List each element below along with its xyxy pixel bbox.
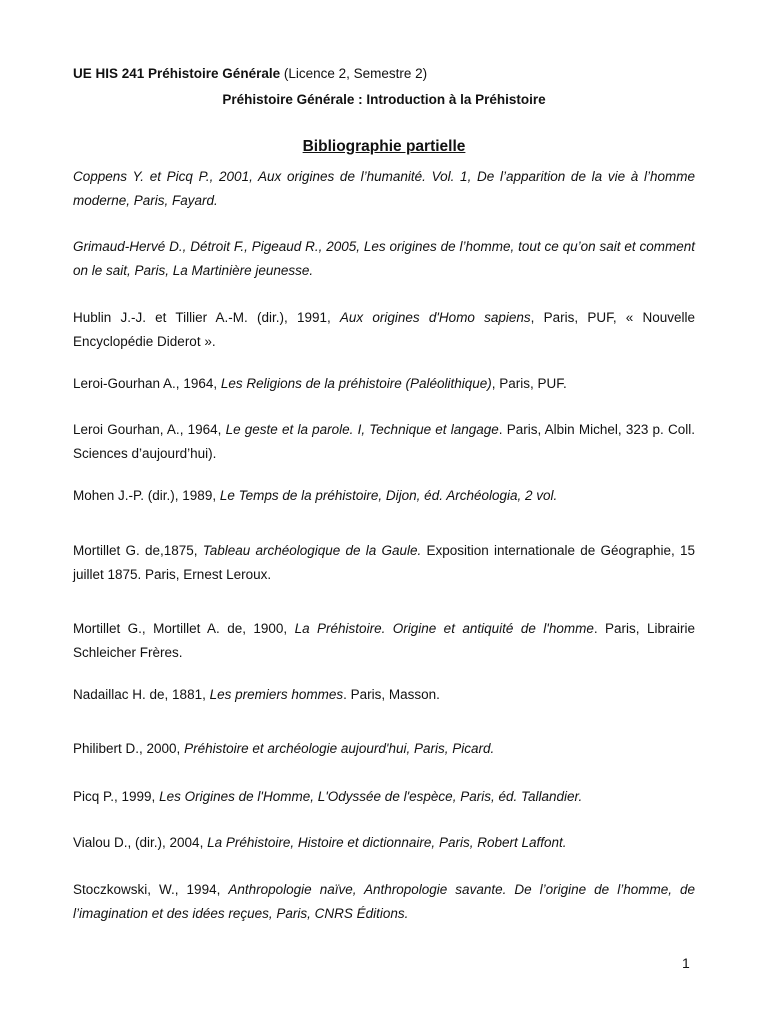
bibliography-entry: Leroi Gourhan, A., 1964, Le geste et la parole. I, Technique et langage. Paris, Albin Michel, 323 p. Coll. Sciences d’aujourd’hui). <box>73 422 695 461</box>
page-number: 1 <box>682 955 690 971</box>
course-heading <box>73 66 427 81</box>
bibliography-entry: Vialou D., (dir.), 2004, La Préhistoire, Histoire et dictionnaire, Paris, Robert Laffont. <box>73 835 567 850</box>
course-detail: (Licence 2, Semestre 2) <box>280 66 428 81</box>
bibliography-entry: Coppens Y. et Picq P., 2001, Aux origines de l’humanité. Vol. 1, De l’apparition de la vie à l’homme moderne, Paris, Fayard. <box>73 169 695 208</box>
bibliography-entry: Philibert D., 2000, Préhistoire et archéologie aujourd'hui, Paris, Picard. <box>73 741 495 756</box>
bibliography-entry: Mortillet G. de,1875, Tableau archéologique de la Gaule. Exposition internationale de Géographie, 15 juillet 1875. Paris, Ernest Leroux. <box>73 543 696 582</box>
bibliography-entry: Hublin J.-J. et Tillier A.-M. (dir.), 1991, Aux origines d'Homo sapiens, Paris, PUF, « Nouvelle Encyclopédie Diderot ». <box>73 310 695 349</box>
bibliography-entry: Stoczkowski, W., 1994, Anthropologie naïve, Anthropologie savante. De l’origine de l’homme, de l’imagination et des idées reçues, Paris, CNRS Éditions. <box>73 882 695 921</box>
bibliography-title: Bibliographie partielle <box>302 138 466 155</box>
bibliography-entry: Picq P., 1999, Les Origines de l'Homme, L'Odyssée de l'espèce, Paris, éd. Tallandier. <box>73 789 583 804</box>
bibliography-entry: Mohen J.-P. (dir.), 1989, Le Temps de la préhistoire, Dijon, éd. Archéologia, 2 vol. <box>73 488 558 503</box>
bibliography-entry: Grimaud-Hervé D., Détroit F., Pigeaud R., 2005, Les origines de l’homme, tout ce qu’on sait et comment on le sait, Paris, La Martinière jeunesse. <box>73 239 695 278</box>
bibliography-entry: Leroi-Gourhan A., 1964, Les Religions de la préhistoire (Paléolithique), Paris, PUF. <box>73 376 567 391</box>
course-code: UE HIS 241 Préhistoire Générale <box>73 66 281 81</box>
bibliography-entry: Mortillet G., Mortillet A. de, 1900, La Préhistoire. Origine et antiquité de l'homme. Paris, Librairie Schleicher Frères. <box>73 621 695 660</box>
course-subtitle: Préhistoire Générale : Introduction à la Préhistoire <box>222 92 546 107</box>
bibliography-entry: Nadaillac H. de, 1881, Les premiers hommes. Paris, Masson. <box>73 687 440 702</box>
